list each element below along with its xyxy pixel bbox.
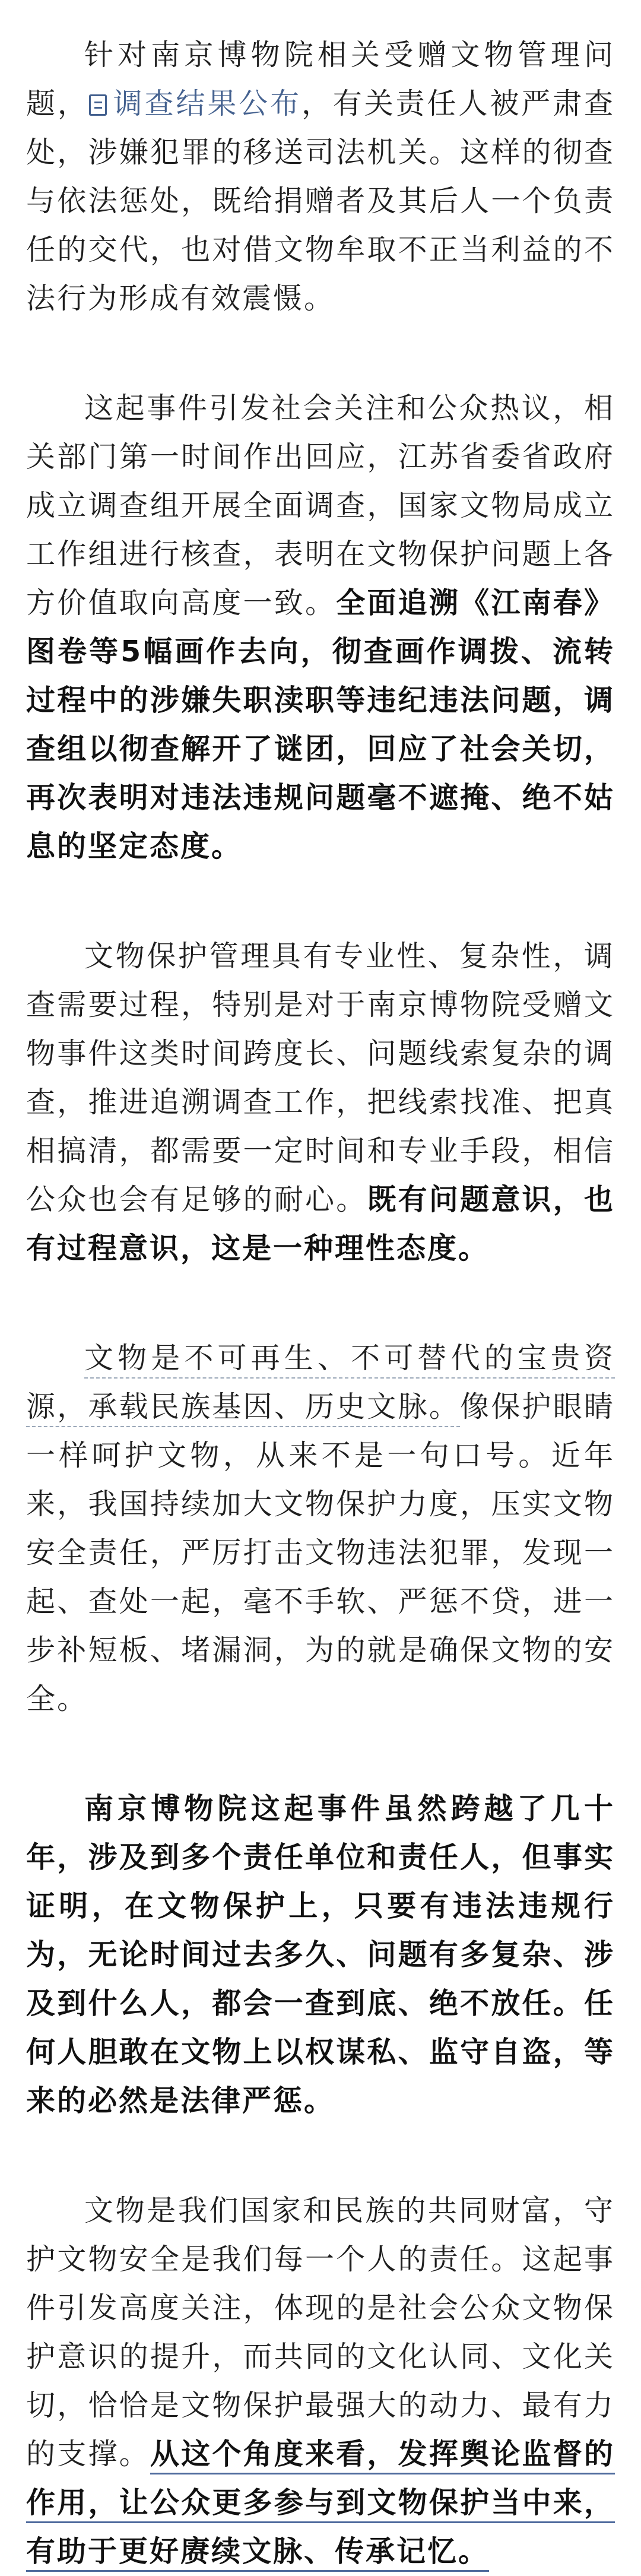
paragraph-2-bold: 全面追溯《江南春》图卷等5幅画作去向，彻查画作调拨、流转过程中的涉嫌失职渎职等违纪违法问题，调查组以彻查解开了谜团，回应了社会关切，再次表明对违法违规问题毫不遮掩、绝不姑息的坚定态度。: [26, 586, 615, 863]
paragraph-4: [26, 1334, 615, 1723]
paragraph-4-normal: 像保护眼睛一样呵护文物，从来不是一句口号。近年来，我国持续加大文物保护力度，压实文物安全责任，严厉打击文物违法犯罪，发现一起、查处一起，毫不手软、严惩不贷，进一步补短板、堵漏洞，为的就是确保文物的安全。: [26, 1390, 615, 1716]
article-link-icon: [89, 94, 107, 116]
paragraph-2: [26, 384, 615, 871]
paragraph-1: [26, 31, 615, 323]
paragraph-2-normal: 这起事件引发社会关注和公众热议，相关部门第一时间作出回应，江苏省委省政府成立调查组开展全面调查，国家文物局成立工作组进行核查，表明在文物保护问题上各方价值取向高度一致。: [26, 391, 615, 620]
paragraph-6-normal: 文物是我们国家和民族的共同财富，守护文物安全是我们每一个人的责任。这起事件引发高度关注，体现的是社会公众文物保护意识的提升，而共同的文化认同、文化关切，恰恰是文物保护最强大的动力、最有力的支撑。: [26, 2194, 615, 2471]
paragraph-4-underlined: 文物是不可再生、不可替代的宝贵资源，承载民族基因、历史文脉。: [26, 1341, 615, 1427]
paragraph-5-bold: 南京博物院这起事件虽然跨越了几十年，涉及到多个责任单位和责任人，但事实证明，在文物保护上，只要有违法违规行为，无论时间过去多久、问题有多复杂、涉及到什么人，都会一查到底、绝不放任。任何人胆敢在文物上以权谋私、监守自盗，等来的必然是法律严惩。: [26, 1792, 615, 2118]
paragraph-3-bold: 既有问题意识，也有过程意识，这是一种理性态度。: [26, 1183, 615, 1265]
paragraph-6-bold: 从这个角度来看，发挥舆论监督的作用，让公众更多参与到文物保护当中来，有助于更好赓续文脉、传承记忆。: [26, 2437, 615, 2572]
investigation-result-link[interactable]: [89, 87, 302, 121]
paragraph-6: [26, 2187, 615, 2576]
paragraph-3-normal: 文物保护管理具有专业性、复杂性，调查需要过程，特别是对于南京博物院受赠文物事件这类时间跨度长、问题线索复杂的调查，推进追溯调查工作，把线索找准、把真相搞清，都需要一定时间和专业手段，相信公众也会有足够的耐心。: [26, 939, 615, 1216]
investigation-result-link-text[interactable]: 调查结果公布: [112, 87, 302, 121]
paragraph-1-lead: 针对南京博物院相关受赠文物管理问题，: [26, 38, 615, 121]
paragraph-5: [26, 1785, 615, 2125]
paragraph-1-rest: ，有关责任人被严肃查处，涉嫌犯罪的移送司法机关。这样的彻查与依法惩处，既给捐赠者及其后人一个负责任的交代，也对借文物牟取不正当利益的不法行为形成有效震慑。: [26, 87, 615, 315]
paragraph-3: [26, 932, 615, 1273]
